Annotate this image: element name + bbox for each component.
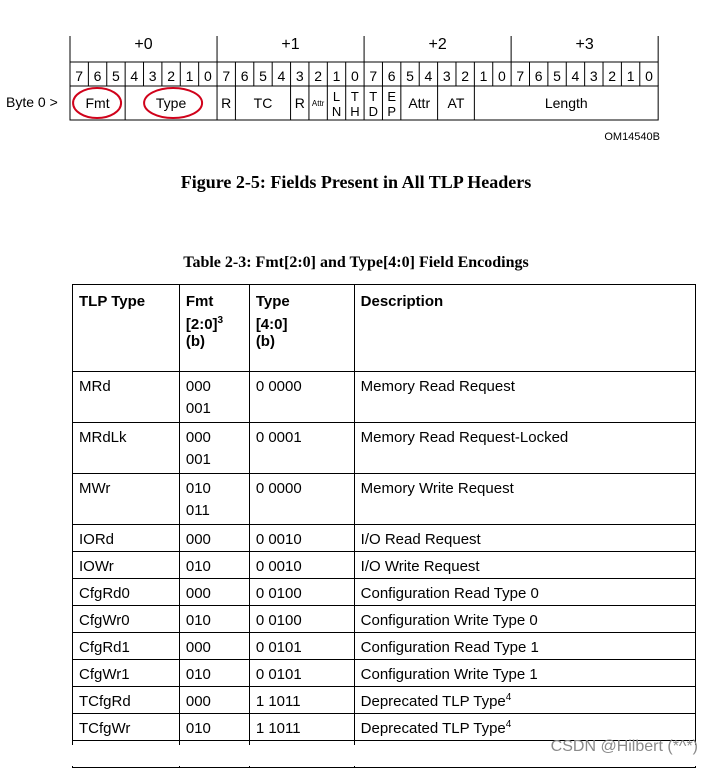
- cell-tlp-type: IORd: [73, 525, 180, 552]
- cell-description: [354, 687, 695, 714]
- bit-label-10: 5: [259, 68, 267, 84]
- field-ln-top: L: [332, 89, 341, 104]
- cell-tlp-type: MRdLk: [73, 423, 180, 474]
- bit-label-7: 0: [203, 68, 212, 84]
- header-fmt-line2: [2:0]: [185, 316, 218, 333]
- description-text: Configuration Read Type 1: [360, 639, 539, 656]
- cell-tlp-type: IOWr: [73, 552, 180, 579]
- description-text: Memory Read Request: [360, 378, 515, 395]
- description-footnote: 4: [505, 719, 512, 730]
- cell-type: 0 0010: [249, 552, 354, 579]
- description-text: Memory Write Request: [360, 480, 514, 497]
- cell-fmt: [179, 474, 249, 525]
- cell-type: 0 0100: [249, 579, 354, 606]
- bit-label-13: 2: [314, 68, 323, 84]
- bit-label-19: 4: [424, 68, 433, 84]
- fmt-value: 001: [185, 400, 211, 417]
- bit-label-1: 6: [93, 68, 102, 84]
- fmt-value: 011: [185, 502, 210, 519]
- table-row: [73, 552, 696, 579]
- cell-type: 0 0100: [249, 606, 354, 633]
- cell-description: [354, 552, 695, 579]
- bit-label-5: 2: [167, 68, 175, 84]
- cell-type: 1 1011: [249, 714, 354, 741]
- description-text: Configuration Write Type 1: [360, 666, 538, 683]
- table-row: [73, 606, 696, 633]
- field-r1: R: [221, 95, 232, 111]
- cell-type: 1 1011: [249, 687, 354, 714]
- cell-fmt: [179, 687, 249, 714]
- table-row: [73, 423, 696, 474]
- bit-label-15: 0: [350, 68, 359, 84]
- table-row: [73, 525, 696, 552]
- table-row: [73, 579, 696, 606]
- fmt-value: 000: [185, 585, 211, 602]
- bit-label-23: 0: [498, 68, 506, 84]
- field-ep-top: E: [387, 89, 396, 104]
- bit-label-11: 4: [277, 68, 286, 84]
- cell-type: 0 0000: [249, 474, 354, 525]
- bit-label-16: 7: [369, 68, 378, 84]
- cell-fmt: [179, 633, 249, 660]
- header-type-line2: [4:0]: [255, 316, 288, 333]
- byte-label: Byte 0 >: [6, 94, 58, 110]
- cell-fmt: [179, 372, 249, 423]
- fmt-value: 000: [185, 531, 211, 548]
- fmt-value: 000: [185, 693, 211, 710]
- bit-label-21: 2: [461, 68, 470, 84]
- cell-type: 0 0001: [249, 423, 354, 474]
- watermark: CSDN @Hilbert (*^*): [550, 738, 698, 755]
- byte-header-1: +1: [281, 36, 300, 53]
- cell-tlp-type: TCfgWr: [73, 714, 180, 741]
- table-row: [73, 660, 696, 687]
- cell-tlp-type: MWr: [73, 474, 180, 525]
- table-row: [73, 474, 696, 525]
- fmt-value: 000: [185, 378, 211, 395]
- fmt-value: 010: [185, 480, 211, 497]
- cell-type: 0 0101: [249, 660, 354, 687]
- fmt-value: 010: [185, 666, 211, 683]
- cell-tlp-type: TCfgRd: [73, 687, 180, 714]
- field-r2: R: [294, 95, 305, 111]
- table-row: [73, 714, 696, 741]
- cell-description: [354, 423, 695, 474]
- field-td-top: T: [369, 89, 378, 104]
- fmt-value: 010: [185, 720, 211, 737]
- field-row: [70, 86, 658, 120]
- field-type: Type: [155, 95, 187, 111]
- bit-label-28: 3: [589, 68, 598, 84]
- byte-header-2: +2: [428, 36, 447, 53]
- field-fmt: Fmt: [85, 95, 110, 111]
- cell-description: [354, 579, 695, 606]
- cell-type: 0 0000: [249, 372, 354, 423]
- bit-label-6: 1: [185, 68, 194, 84]
- table-row: [73, 372, 696, 423]
- fmt-value: 010: [185, 612, 211, 629]
- table-row: [73, 687, 696, 714]
- bit-label-12: 3: [295, 68, 304, 84]
- figure-caption: Figure 2-5: Fields Present in All TLP Headers: [180, 172, 532, 192]
- cell-fmt: [179, 579, 249, 606]
- header-tlp-type: TLP Type: [73, 285, 180, 372]
- bit-label-26: 5: [553, 68, 561, 84]
- bit-label-31: 0: [645, 68, 653, 84]
- cell-description: [354, 372, 695, 423]
- byte-offset-headers: [70, 36, 658, 86]
- cell-description: [354, 714, 695, 741]
- field-td-bottom: D: [368, 104, 378, 119]
- cell-fmt: [179, 714, 249, 741]
- cell-tlp-type: CfgWr0: [73, 606, 180, 633]
- field-attr-small: Attr: [311, 99, 325, 108]
- cell-tlp-type: CfgWr1: [73, 660, 180, 687]
- description-text: Deprecated TLP Type: [360, 720, 506, 737]
- bit-label-27: 4: [571, 68, 580, 84]
- cell-description: [354, 474, 695, 525]
- cell-type: 0 0101: [249, 633, 354, 660]
- description-text: Memory Read Request-Locked: [360, 429, 569, 446]
- description-text: I/O Read Request: [360, 531, 481, 548]
- description-text: Deprecated TLP Type: [360, 693, 506, 710]
- bit-label-3: 4: [130, 68, 139, 84]
- table-caption: Table 2-3: Fmt[2:0] and Type[4:0] Field Encodings: [183, 254, 529, 271]
- bit-label-17: 6: [387, 68, 396, 84]
- bit-label-14: 1: [332, 68, 341, 84]
- header-fmt-line1: Fmt: [185, 293, 214, 310]
- cell-description: [354, 660, 695, 687]
- bit-label-20: 3: [442, 68, 451, 84]
- table-row: [73, 633, 696, 660]
- cell-description: [354, 633, 695, 660]
- table-body: [73, 372, 696, 768]
- cell-description: [354, 606, 695, 633]
- cell-description: [354, 525, 695, 552]
- bit-label-24: 7: [516, 68, 525, 84]
- description-text: I/O Write Request: [360, 558, 480, 575]
- cell-fmt: [179, 660, 249, 687]
- cell-fmt: [179, 525, 249, 552]
- cell-tlp-type: MRd: [73, 372, 180, 423]
- description-text: Configuration Write Type 0: [360, 612, 538, 629]
- header-description: Description: [354, 285, 695, 372]
- cell-fmt: [179, 423, 249, 474]
- bit-label-18: 5: [406, 68, 414, 84]
- bit-label-8: 7: [222, 68, 231, 84]
- byte-header-0: +0: [134, 36, 153, 53]
- header-fmt-footnote: 3: [217, 315, 224, 326]
- figure-id-code: OM14540B: [604, 131, 660, 143]
- bit-label-25: 6: [534, 68, 543, 84]
- description-text: Configuration Read Type 0: [360, 585, 539, 602]
- bit-label-2: 5: [112, 68, 120, 84]
- bit-label-30: 1: [626, 68, 635, 84]
- fmt-value: 000: [185, 639, 211, 656]
- header-type-line3: (b): [255, 333, 275, 350]
- header-type: [249, 285, 354, 372]
- bit-label-4: 3: [148, 68, 157, 84]
- bit-label-22: 1: [479, 68, 488, 84]
- field-length: Length: [544, 95, 588, 111]
- byte-header-3: +3: [575, 36, 594, 53]
- field-at: AT: [447, 95, 465, 111]
- cell-fmt: [179, 552, 249, 579]
- table-header-row: [73, 285, 696, 372]
- header-fmt-line3: (b): [185, 333, 206, 350]
- field-attr: Attr: [408, 95, 431, 111]
- cell-tlp-type: CfgRd1: [73, 633, 180, 660]
- tlp-header-diagram: [0, 0, 712, 160]
- field-ln-bottom: N: [331, 104, 342, 119]
- tlp-header-figure: [0, 0, 712, 160]
- encodings-table: [72, 284, 696, 768]
- field-tc: TC: [253, 95, 273, 111]
- bit-label-9: 6: [240, 68, 249, 84]
- description-footnote: 4: [505, 692, 512, 703]
- fmt-value: 010: [185, 558, 211, 575]
- fmt-value: 001: [185, 451, 211, 468]
- bit-label-0: 7: [75, 68, 84, 84]
- fmt-value: 000: [185, 429, 211, 446]
- cell-type: 0 0010: [249, 525, 354, 552]
- bit-label-29: 2: [608, 68, 617, 84]
- header-fmt: [179, 285, 249, 372]
- field-th-top: T: [350, 89, 359, 104]
- header-type-line1: Type: [255, 293, 290, 310]
- cell-fmt: [179, 606, 249, 633]
- cell-tlp-type: CfgRd0: [73, 579, 180, 606]
- field-th-bottom: H: [350, 104, 360, 119]
- field-ep-bottom: P: [387, 104, 396, 119]
